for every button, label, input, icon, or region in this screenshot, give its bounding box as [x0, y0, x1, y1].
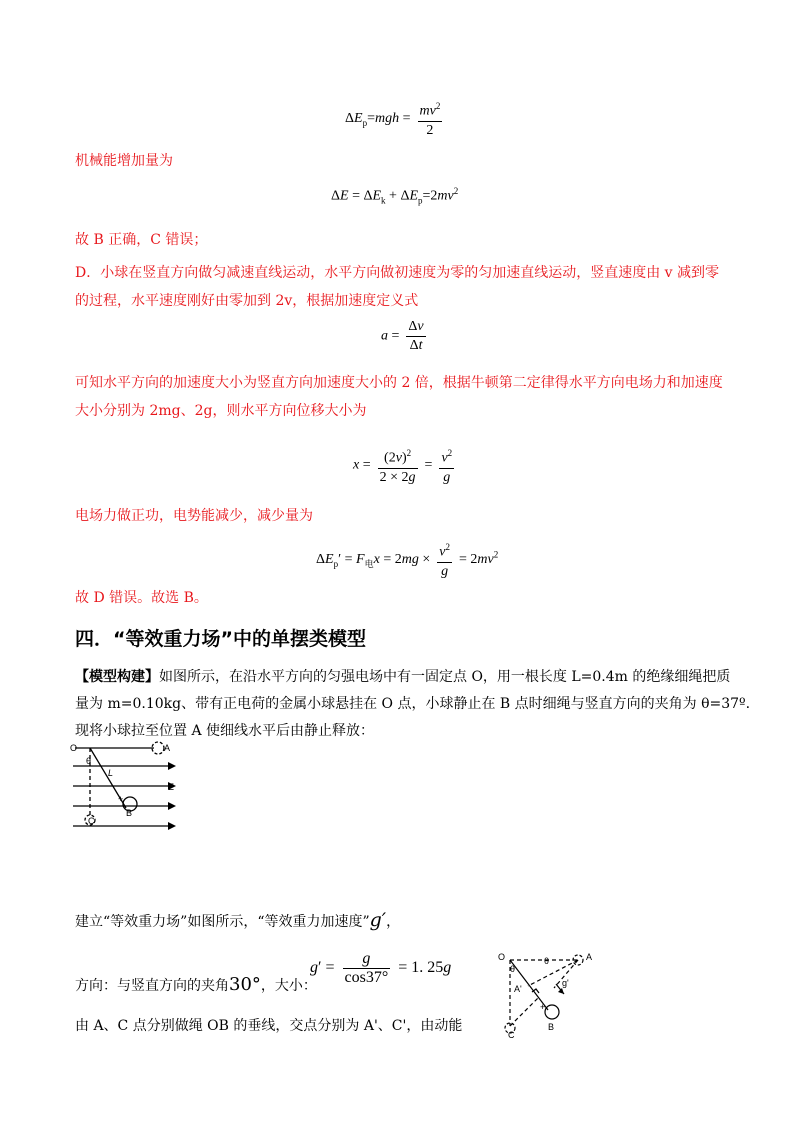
- fig2-label-b: B: [548, 1022, 555, 1032]
- equation-delta-e: $\Delta E = \Delta E_k + \Delta E_p=2mv^2$: [331, 186, 459, 206]
- text-equivalent-gravity: 建立“等效重力场”如图所示，“等效重力加速度”g′，: [75, 909, 401, 931]
- section-heading: 四．“等效重力场”中的单摆类模型: [75, 628, 366, 650]
- text-field-work: 电场力做正功，电势能减少，减少量为: [75, 508, 313, 524]
- symbol-g-prime: g′: [369, 909, 387, 931]
- text-b-correct: 故 B 正确，C 错误；: [75, 232, 208, 248]
- text-direction: [75, 975, 317, 996]
- text-eqv-g-label: 建立“等效重力场”如图所示，“等效重力加速度”: [75, 914, 370, 930]
- fig1-label-theta: θ: [86, 756, 92, 766]
- equation-delta-ep: $\Delta E_p=mgh$ = $\frac{mv^2}{2}$: [345, 97, 442, 140]
- model-tag: 【模型构建】: [75, 669, 159, 685]
- text-magnitude-label: ，大小：: [260, 978, 317, 994]
- equation-displacement: x = $\frac{(2v)^2}{2 \times 2g}$ = $\frac{v^2}{g}$: [353, 444, 454, 487]
- fig2-label-c: C: [508, 1030, 515, 1040]
- text-option-d-line2: 的过程，水平速度刚好由零加到 2v，根据加速度定义式: [75, 293, 419, 309]
- equation-g-prime: g′ = $\frac{g}{\cos 37^\circ}$ = 1. 25g: [310, 950, 452, 986]
- fig1-label-plus: +: [118, 794, 124, 804]
- fig2-label-plus: +: [540, 1002, 546, 1012]
- fig1-label-o: O: [70, 743, 78, 753]
- fig1-label-a: A: [164, 743, 171, 753]
- value-angle-30: 30°: [229, 974, 261, 995]
- figure-equivalent-gravity: [494, 948, 600, 1040]
- text-d-wrong: 故 D 错误。故选 B。: [75, 590, 208, 606]
- figure-pendulum-field: [68, 740, 180, 832]
- fig2-label-a-prime: A': [514, 984, 522, 994]
- fig1-label-l: L: [108, 768, 114, 778]
- text-acc-line2: 大小分别为 2mg、2g，则水平方向位移大小为: [75, 403, 367, 419]
- fig2-label-theta2: θ: [544, 956, 550, 966]
- text-option-d-line1: D．小球在竖直方向做匀减速直线运动，水平方向做初速度为零的匀加速直线运动，竖直速度由 v 减到零: [75, 265, 720, 281]
- fig1-label-e: E: [168, 782, 175, 792]
- model-paragraph-line1: [75, 667, 730, 687]
- fig2-label-o: O: [498, 952, 506, 962]
- text-mech-energy-label: 机械能增加量为: [75, 153, 173, 169]
- model-paragraph-line3: 现将小球拉至位置 A 使细线水平后由静止释放：: [75, 723, 375, 739]
- fig1-label-c: C: [88, 816, 95, 826]
- text-acc-line1: 可知水平方向的加速度大小为竖直方向加速度大小的 2 倍，根据牛顿第二定律得水平方向电场力和加速度: [75, 375, 723, 391]
- fig2-label-g-prime: g': [562, 978, 569, 988]
- model-text-1: 如图所示，在沿水平方向的匀强电场中有一固定点 O，用一根长度 L=0.4m 的绝缘细绳把质: [159, 669, 731, 685]
- text-direction-label: 方向：与竖直方向的夹角: [75, 978, 229, 994]
- model-paragraph-line2: 量为 m=0.10kg、带有正电荷的金属小球悬挂在 O 点，小球静止在 B 点时细绳与竖直方向的夹角为 θ=37º.: [75, 696, 751, 712]
- text-perpendiculars: 由 A、C 点分别做绳 OB 的垂线，交点分别为 A'、C'，由动能: [75, 1018, 463, 1034]
- fig2-label-a: A: [586, 952, 593, 962]
- fig1-label-b: B: [126, 808, 133, 818]
- equation-delta-ep-prime: $\Delta E_p' = F_电x = 2mg$ × $\frac{v^2}{g}$ = $2mv^2$: [316, 538, 498, 581]
- equation-acceleration: a = $\frac{\Delta v}{\Delta t}$: [381, 319, 424, 353]
- fig2-label-theta1: θ: [510, 964, 516, 974]
